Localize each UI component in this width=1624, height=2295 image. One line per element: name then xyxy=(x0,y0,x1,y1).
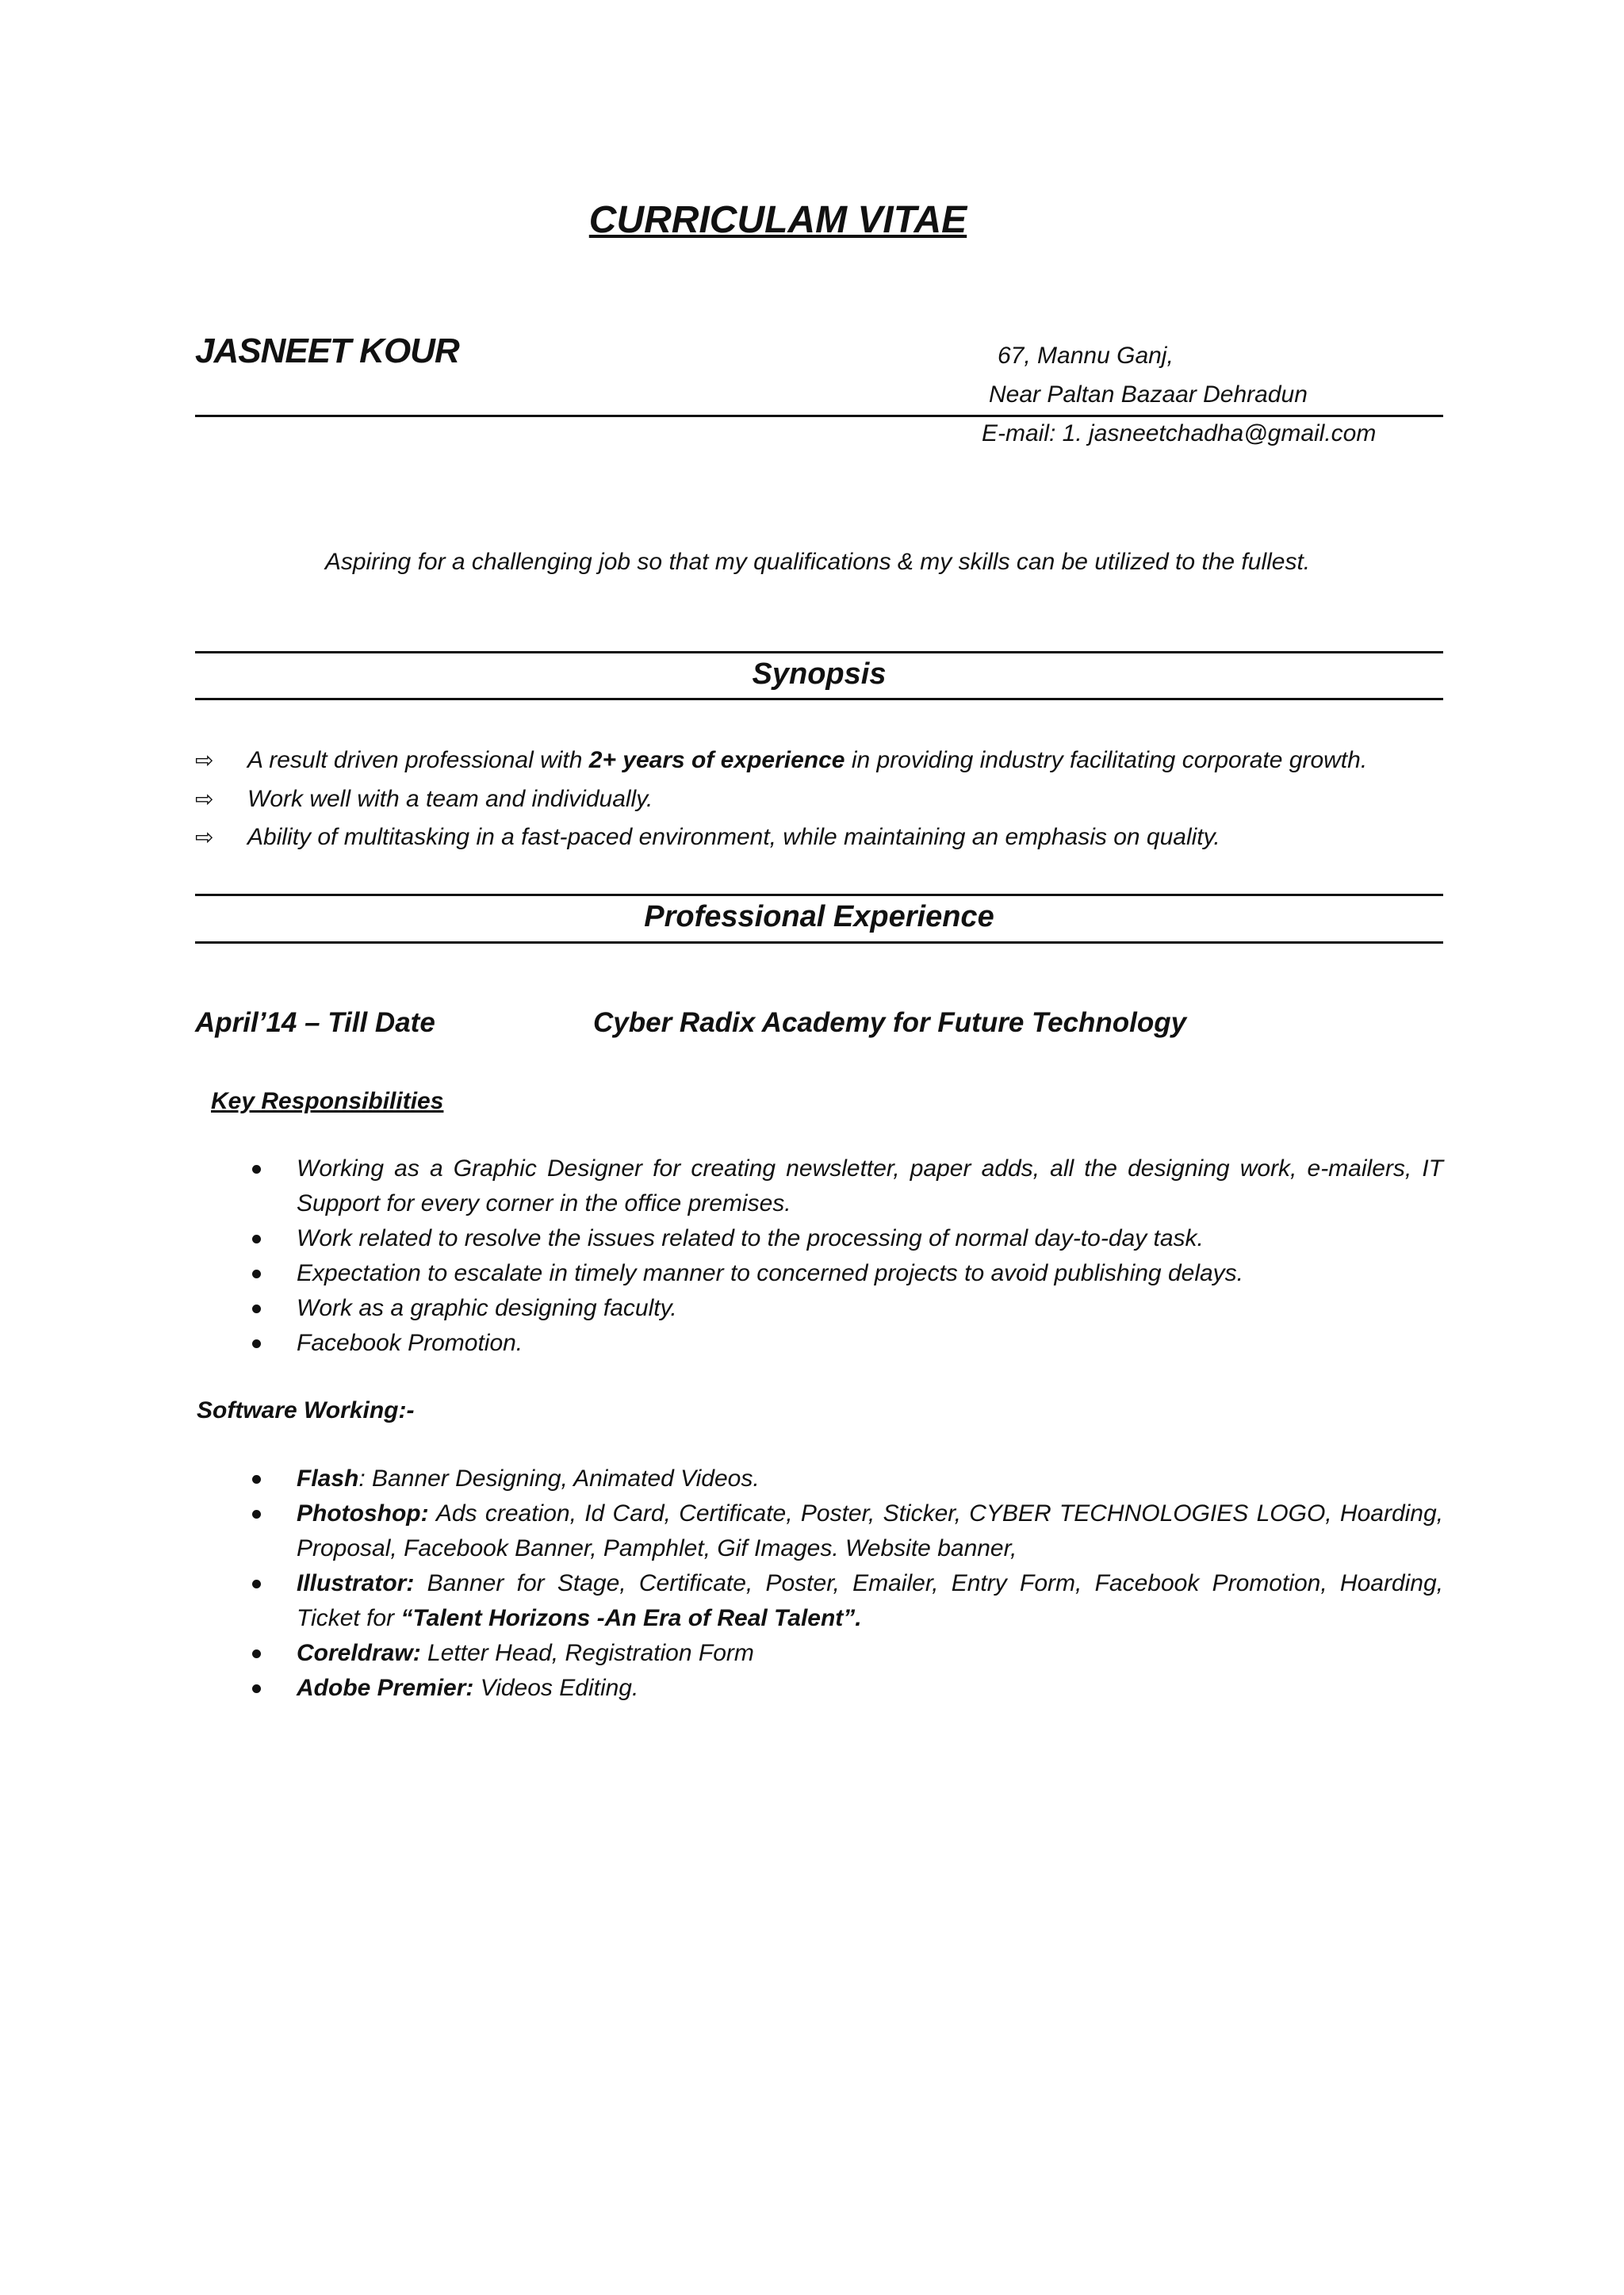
bullet-icon xyxy=(252,1305,261,1313)
synopsis-bottom-rule xyxy=(195,698,1443,700)
document-title: CURRICULAM VITAE xyxy=(588,199,967,241)
software-name: Illustrator: xyxy=(297,1570,415,1596)
responsibility-text: Work as a graphic designing faculty. xyxy=(297,1295,677,1321)
software-heading: Software Working:- xyxy=(197,1397,415,1423)
experience-highlight: 2+ years of experience xyxy=(588,747,845,773)
candidate-name: JASNEET KOUR xyxy=(195,331,459,370)
address-line-2: Near Paltan Bazaar Dehradun xyxy=(989,381,1308,408)
responsibility-text: Expectation to escalate in timely manner to concerned projects to avoid publishing delays. xyxy=(297,1260,1244,1286)
address-line-1: 67, Mannu Ganj, xyxy=(998,343,1174,369)
software-desc: Letter Head, Registration Form xyxy=(420,1640,754,1666)
software-name: Coreldraw: xyxy=(297,1640,421,1666)
bullet-icon xyxy=(252,1235,261,1243)
synopsis-top-rule xyxy=(195,651,1443,653)
key-responsibilities-heading: Key Responsibilities xyxy=(211,1088,444,1114)
list-item xyxy=(252,1671,1443,1706)
list-item xyxy=(252,1221,1443,1256)
bullet-icon xyxy=(252,1475,261,1484)
arrow-right-icon: ⇨ xyxy=(195,748,214,772)
arrow-right-icon: ⇨ xyxy=(195,825,214,849)
responsibility-text: Facebook Promotion. xyxy=(297,1330,523,1356)
list-item xyxy=(252,1462,1443,1496)
synopsis-item-text: in providing industry facilitating corporate growth. xyxy=(845,747,1368,773)
software-desc: : Banner Designing, Animated Videos. xyxy=(358,1466,760,1492)
list-item xyxy=(252,1496,1443,1566)
list-item xyxy=(252,1566,1443,1636)
job-period: April’14 – Till Date xyxy=(195,1007,435,1038)
responsibility-text: Work related to resolve the issues related to the processing of normal day-to-day task. xyxy=(297,1225,1204,1251)
bullet-icon xyxy=(252,1339,261,1348)
software-desc: Videos Editing. xyxy=(473,1675,639,1701)
header-divider xyxy=(195,415,1443,417)
experience-top-rule xyxy=(195,894,1443,896)
software-desc: Ads creation, Id Card, Certificate, Poster, Sticker, CYBER TECHNOLOGIES LOGO, Hoarding, Proposal, Facebook Banner, Pamphlet, Gif Images. Website banner, xyxy=(297,1500,1443,1561)
career-objective: Aspiring for a challenging job so that my qualifications & my skills can be utilized to the fullest. xyxy=(324,549,1311,575)
responsibility-text: Working as a Graphic Designer for creating newsletter, paper adds, all the designing work, e-mailers, IT Support for every corner in the office premises. xyxy=(297,1155,1443,1216)
synopsis-item-text: Ability of multitasking in a fast-paced environment, while maintaining an emphasis on quality. xyxy=(247,824,1220,850)
synopsis-item xyxy=(195,824,1220,851)
synopsis-item-text: Work well with a team and individually. xyxy=(247,786,653,812)
software-name: Photoshop: xyxy=(297,1500,429,1527)
bullet-icon xyxy=(252,1510,261,1519)
email-line: E-mail: 1. jasneetchadha@gmail.com xyxy=(982,420,1377,446)
experience-heading: Professional Experience xyxy=(644,900,994,933)
experience-bottom-rule xyxy=(195,941,1443,944)
software-list xyxy=(252,1462,1443,1706)
software-name: Flash xyxy=(297,1466,359,1492)
responsibilities-list xyxy=(252,1151,1443,1361)
bullet-icon xyxy=(252,1684,261,1693)
list-item xyxy=(252,1636,1443,1671)
bullet-icon xyxy=(252,1649,261,1658)
bullet-icon xyxy=(252,1165,261,1174)
arrow-right-icon: ⇨ xyxy=(195,787,214,811)
list-item xyxy=(252,1151,1443,1221)
list-item xyxy=(252,1256,1443,1291)
synopsis-item xyxy=(195,747,1367,774)
software-desc: Banner for Stage, Certificate, Poster, Emailer, Entry Form, Facebook Promotion, Hoarding, Ticket for xyxy=(297,1570,1443,1631)
synopsis-heading: Synopsis xyxy=(752,657,887,691)
job-company: Cyber Radix Academy for Future Technology xyxy=(593,1007,1187,1038)
bullet-icon xyxy=(252,1580,261,1588)
software-name: Adobe Premier: xyxy=(297,1675,474,1701)
event-title: “Talent Horizons -An Era of Real Talent”. xyxy=(400,1605,862,1631)
synopsis-item xyxy=(195,786,653,813)
list-item xyxy=(252,1326,1443,1361)
bullet-icon xyxy=(252,1270,261,1278)
synopsis-item-text: A result driven professional with xyxy=(247,747,589,773)
list-item xyxy=(252,1291,1443,1326)
